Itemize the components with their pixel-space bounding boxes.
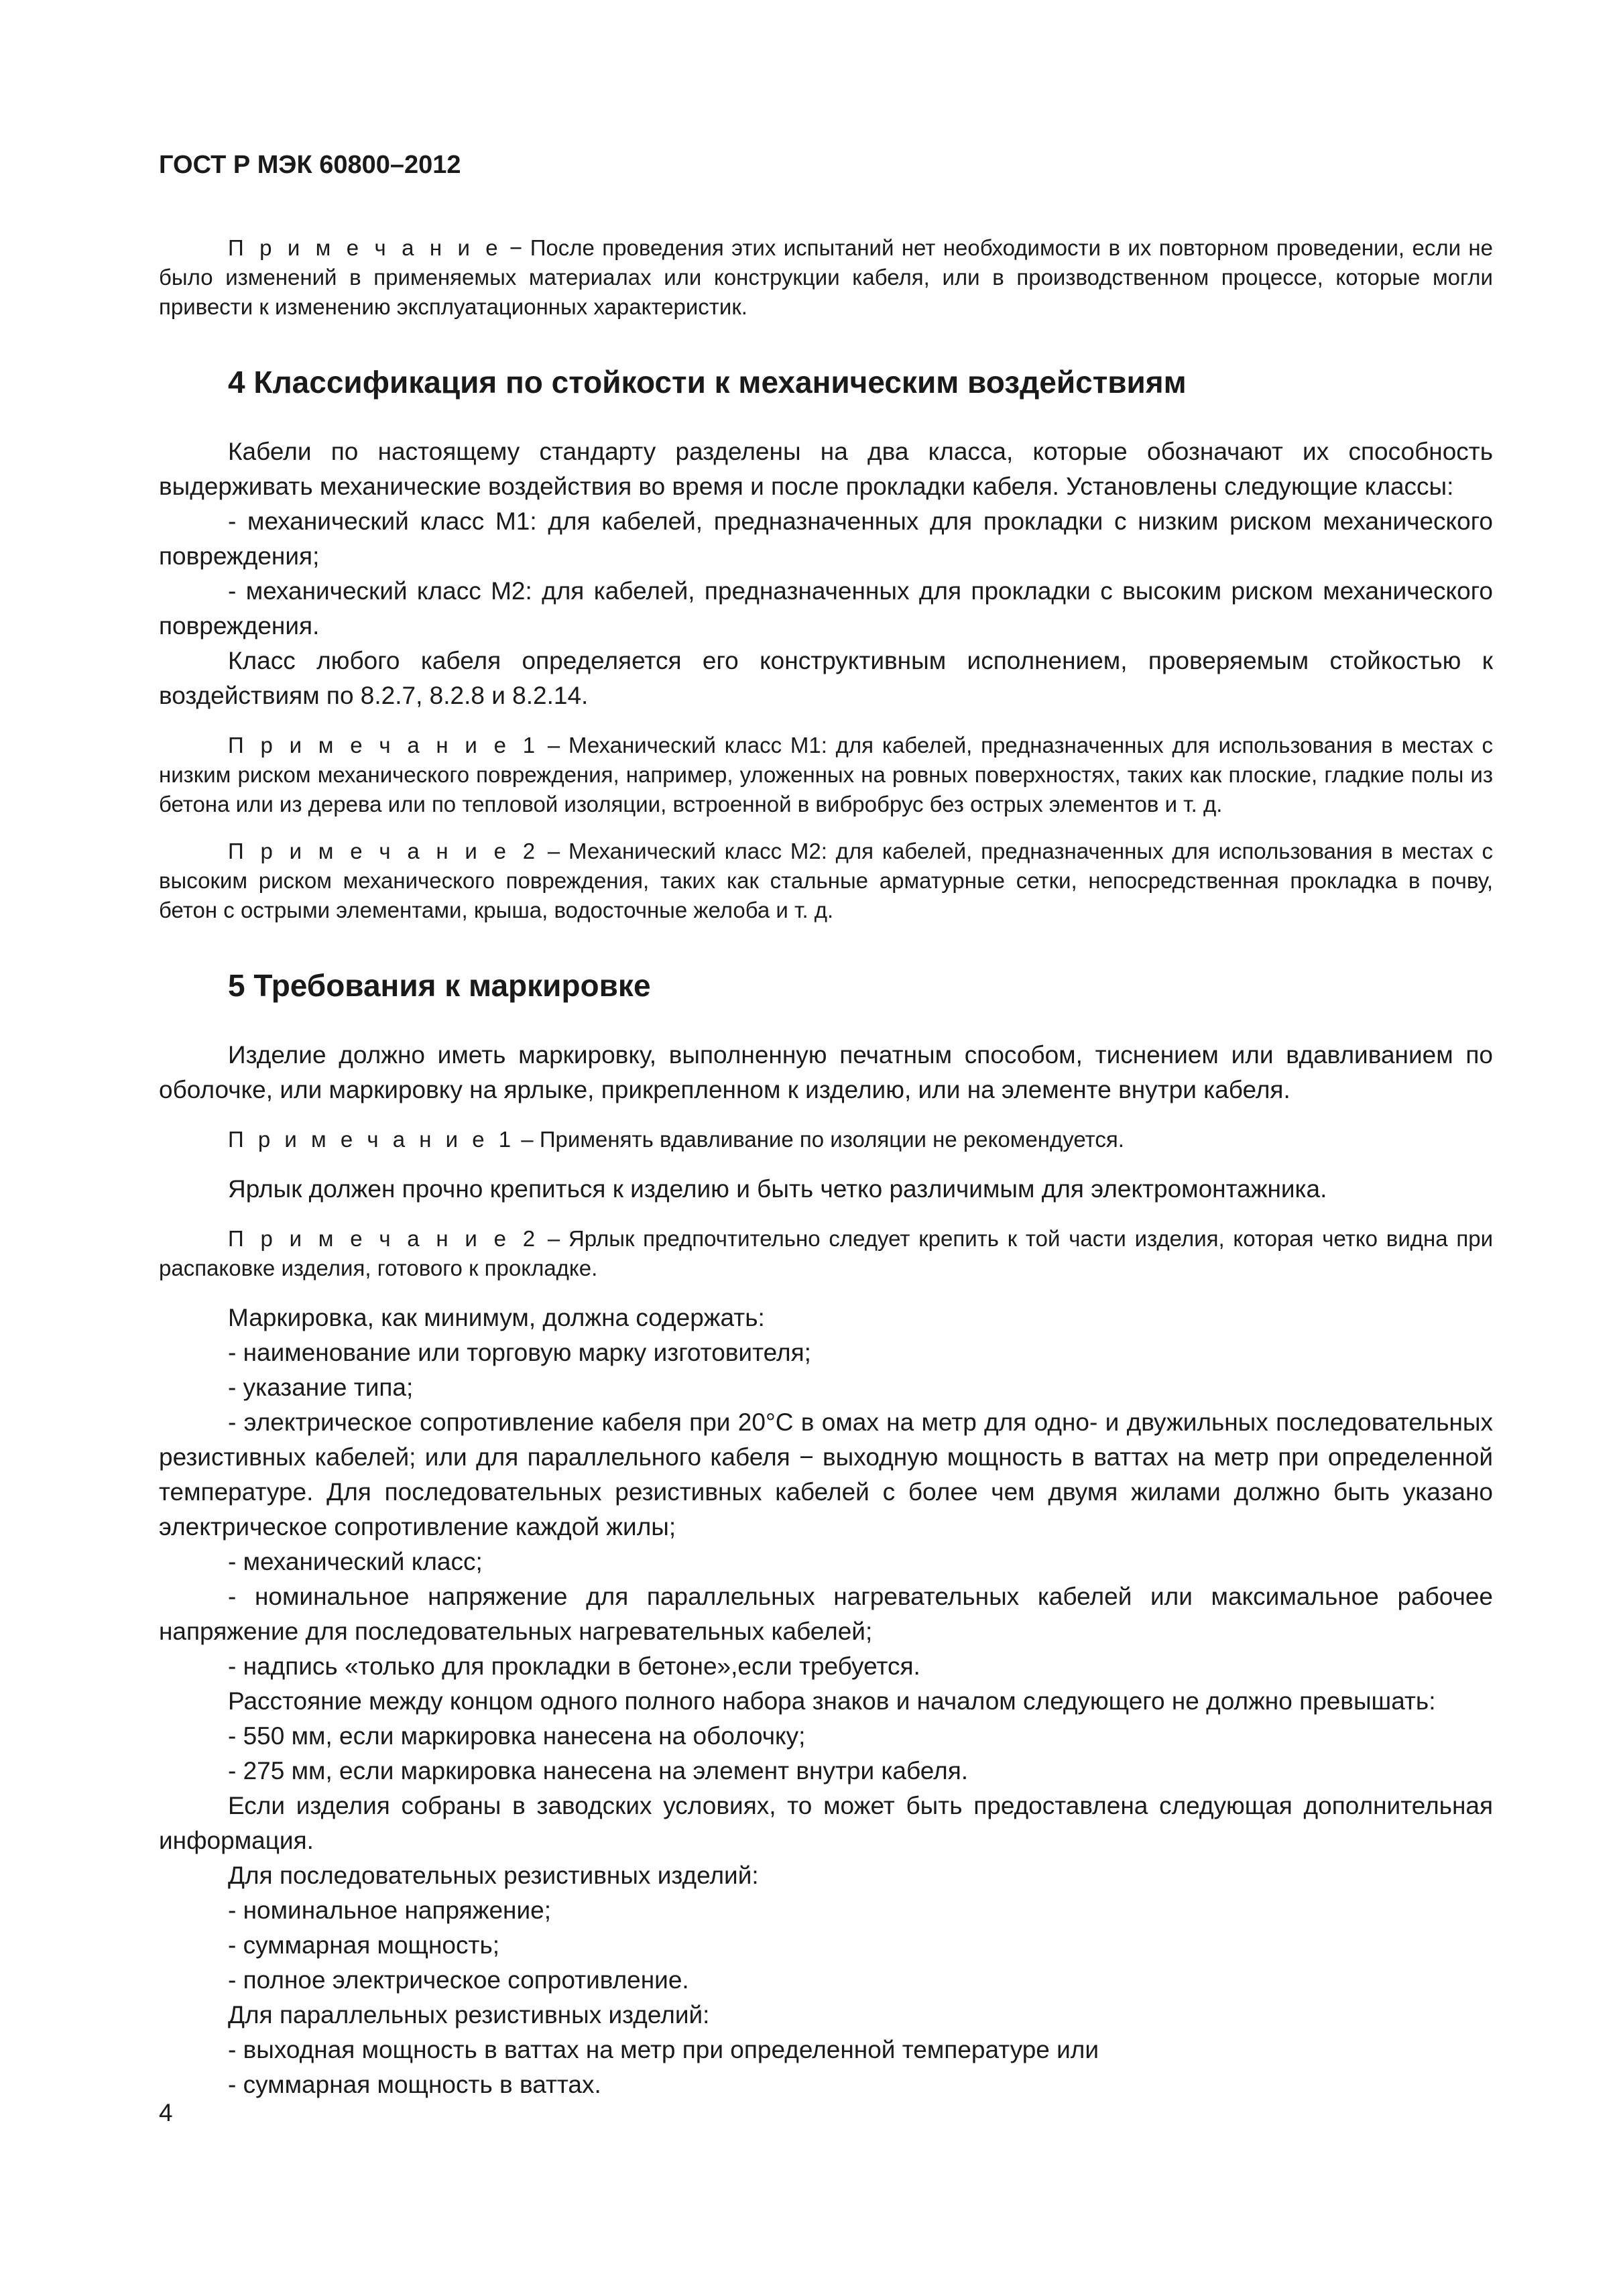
- list-item: - суммарная мощность в ваттах.: [228, 2071, 601, 2098]
- section-4-note-2: [159, 837, 1493, 925]
- note-label: П р и м е ч а н и е 2: [228, 839, 540, 863]
- section-4-paragraph: Кабели по настоящему стандарту разделены на два класса, которые обозначают их способность выдерживать механические воздействия во время и после прокладки кабеля. Установлены следующие классы:: [159, 438, 1493, 500]
- note-text: – Применять вдавливание по изоляции не рекомендуется.: [515, 1127, 1124, 1152]
- section-5-paragraph: Для параллельных резистивных изделий:: [228, 2001, 710, 2029]
- list-item: - 550 мм, если маркировка нанесена на оболочку;: [228, 1722, 806, 1750]
- section-4-item-m2: - механический класс М2: для кабелей, предназначенных для прокладки с высоким риском механического повреждения.: [159, 577, 1493, 640]
- list-item: - указание типа;: [228, 1374, 414, 1401]
- list-item: - номинальное напряжение;: [228, 1896, 551, 1924]
- note-text: – Механический класс М1: для кабелей, предназначенных для использования в местах с низким риском механического повреждения, например, уложенных на ровных поверхностях, таких как плоские, гладкие полы из бетона или из дерева или по тепловой изоляции, встроенной в вибробрус без острых элементов и т. д.: [159, 733, 1493, 817]
- note-label: П р и м е ч а н и е 1: [228, 733, 540, 758]
- section-5-title: 5 Требования к маркировке: [228, 968, 651, 1003]
- document-page: [159, 149, 1493, 2102]
- note-label: П р и м е ч а н и е 2: [228, 1226, 540, 1251]
- intro-note: [159, 233, 1493, 322]
- section-5-paragraph: Для последовательных резистивных изделий:: [228, 1862, 759, 1889]
- section-5-paragraph: Если изделия собраны в заводских условиях, то может быть предоставлена следующая дополнительная информация.: [159, 1792, 1493, 1854]
- list-item: - полное электрическое сопротивление.: [228, 1966, 689, 1994]
- list-item: - суммарная мощность;: [228, 1931, 500, 1959]
- list-item: - номинальное напряжение для параллельных нагревательных кабелей или максимальное рабочее напряжение для последовательных нагревательных кабелей;: [159, 1583, 1493, 1645]
- page-number: 4: [159, 2099, 173, 2126]
- note-label: П р и м е ч а н и е 1: [228, 1127, 516, 1152]
- section-5-note-2: [159, 1224, 1493, 1283]
- section-5-paragraph: Расстояние между концом одного полного набора знаков и началом следующего не должно превышать:: [228, 1687, 1436, 1715]
- list-item: - наименование или торговую марку изготовителя;: [228, 1339, 811, 1366]
- note-text: – Ярлык предпочтительно следует крепить к той части изделия, которая четко видна при распаковке изделия, готового к прокладке.: [159, 1226, 1493, 1280]
- section-4-note-1: [159, 731, 1493, 819]
- document-header: ГОСТ Р МЭК 60800–2012: [159, 151, 461, 179]
- list-item: - надпись «только для прокладки в бетоне»,если требуется.: [228, 1652, 920, 1680]
- note-text: – Механический класс М2: для кабелей, предназначенных для использования в местах с высоким риском механического повреждения, таких как стальные арматурные сетки, непосредственная прокладка в почву, бетон с острыми элементами, крыша, водосточные желоба и т. д.: [159, 839, 1493, 922]
- section-5-paragraph: Ярлык должен прочно крепиться к изделию и быть четко различимым для электромонтажника.: [228, 1175, 1327, 1203]
- section-5-paragraph: Изделие должно иметь маркировку, выполненную печатным способом, тиснением или вдавливанием по оболочке, или маркировку на ярлыке, прикрепленном к изделию, или на элементе внутри кабеля.: [159, 1041, 1493, 1103]
- note-text: − После проведения этих испытаний нет необходимости в их повторном проведении, если не было изменений в применяемых материалах или конструкции кабеля, или в производственном процессе, которые могли привести к изменению эксплуатационных характеристик.: [159, 235, 1493, 319]
- section-4-item-m1: - механический класс М1: для кабелей, предназначенных для прокладки с низким риском механического повреждения;: [159, 507, 1493, 570]
- section-5-note-1: [159, 1125, 1493, 1154]
- list-item: - 275 мм, если маркировка нанесена на элемент внутри кабеля.: [228, 1757, 969, 1785]
- list-item: - электрическое сопротивление кабеля при 20°С в омах на метр для одно- и двужильных последовательных резистивных кабелей; или для параллельного кабеля − выходную мощность в ваттах на метр при определенной температуре. Для последовательных резистивных кабелей с более чем двумя жилами должно быть указано электрическое сопротивление каждой жилы;: [159, 1408, 1493, 1540]
- list-item: - выходная мощность в ваттах на метр при определенной температуре или: [228, 2036, 1099, 2063]
- section-5-paragraph: Маркировка, как минимум, должна содержать:: [228, 1304, 765, 1331]
- list-item: - механический класс;: [228, 1548, 483, 1575]
- section-4-title: 4 Классификация по стойкости к механическим воздействиям: [228, 365, 1187, 400]
- note-label: П р и м е ч а н и е: [228, 235, 502, 260]
- section-4-paragraph: Класс любого кабеля определяется его конструктивным исполнением, проверяемым стойкостью к воздействиям по 8.2.7, 8.2.8 и 8.2.14.: [159, 647, 1493, 709]
